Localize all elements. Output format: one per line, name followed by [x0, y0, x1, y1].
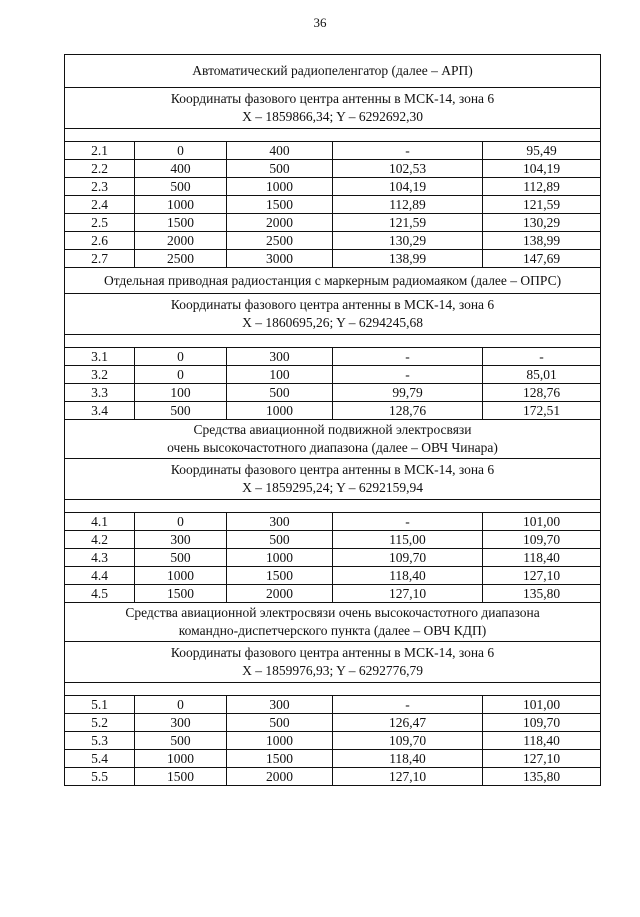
- antenna-coordinates: [65, 459, 601, 500]
- table-row: [65, 531, 601, 549]
- limit-low-cell: 102,53: [333, 160, 483, 178]
- coordinates-caption: Координаты фазового центра антенны в МСК-14, зона 6: [170, 91, 495, 106]
- limit-low-cell: 109,70: [333, 732, 483, 750]
- height-to-cell: 2000: [227, 768, 333, 786]
- limit-low-cell: 121,59: [333, 214, 483, 232]
- section-title-row: [65, 420, 601, 459]
- limit-low-cell: -: [333, 366, 483, 384]
- coordinates-values: X – 1859866,34; Y – 6292692,30: [242, 109, 423, 124]
- height-from-cell: 1000: [135, 567, 227, 585]
- spacer-row: [65, 683, 601, 696]
- height-from-cell: 2000: [135, 232, 227, 250]
- height-to-cell: 300: [227, 348, 333, 366]
- table-row: [65, 768, 601, 786]
- height-from-cell: 0: [135, 513, 227, 531]
- section-title-row: [65, 603, 601, 642]
- section-title-line: Средства авиационной электросвязи очень высокочастотного диапазона: [125, 605, 540, 620]
- coordinates-values: X – 1859295,24; Y – 6292159,94: [242, 480, 423, 495]
- row-number-cell: 2.1: [65, 142, 135, 160]
- limit-low-cell: -: [333, 696, 483, 714]
- limit-low-cell: 127,10: [333, 585, 483, 603]
- row-number-cell: 2.5: [65, 214, 135, 232]
- section-title-line: Средства авиационной подвижной электросвязи: [193, 422, 472, 437]
- limit-high-cell: 121,59: [483, 196, 601, 214]
- height-from-cell: 500: [135, 402, 227, 420]
- limit-low-cell: 118,40: [333, 750, 483, 768]
- coordinates-values: X – 1859976,93; Y – 6292776,79: [242, 663, 423, 678]
- limit-low-cell: 109,70: [333, 549, 483, 567]
- limit-high-cell: 138,99: [483, 232, 601, 250]
- table-row: [65, 714, 601, 732]
- table-row: [65, 585, 601, 603]
- table-row: [65, 549, 601, 567]
- table-row: [65, 178, 601, 196]
- height-to-cell: 2000: [227, 585, 333, 603]
- section-title: [65, 268, 601, 294]
- table-row: [65, 142, 601, 160]
- height-from-cell: 400: [135, 160, 227, 178]
- limit-high-cell: 130,29: [483, 214, 601, 232]
- table-row: [65, 696, 601, 714]
- height-from-cell: 0: [135, 696, 227, 714]
- row-number-cell: 2.4: [65, 196, 135, 214]
- row-number-cell: 4.4: [65, 567, 135, 585]
- row-number-cell: 3.4: [65, 402, 135, 420]
- row-number-cell: 3.3: [65, 384, 135, 402]
- coordinates-row: [65, 294, 601, 335]
- coordinates-row: [65, 88, 601, 129]
- height-to-cell: 300: [227, 513, 333, 531]
- height-to-cell: 1000: [227, 402, 333, 420]
- coordinates-caption: Координаты фазового центра антенны в МСК-14, зона 6: [170, 297, 495, 312]
- height-to-cell: 300: [227, 696, 333, 714]
- spacer-row: [65, 129, 601, 142]
- limit-high-cell: 118,40: [483, 549, 601, 567]
- row-number-cell: 2.2: [65, 160, 135, 178]
- section-title: [65, 603, 601, 642]
- row-number-cell: 5.5: [65, 768, 135, 786]
- section-title-line: командно-диспетчерского пункта (далее – ОВЧ КДП): [178, 623, 487, 638]
- height-to-cell: 500: [227, 384, 333, 402]
- row-number-cell: 5.4: [65, 750, 135, 768]
- height-to-cell: 1000: [227, 178, 333, 196]
- spacer-cell: [65, 683, 601, 696]
- limit-high-cell: 112,89: [483, 178, 601, 196]
- table-row: [65, 513, 601, 531]
- height-from-cell: 0: [135, 348, 227, 366]
- table-row: [65, 160, 601, 178]
- height-from-cell: 500: [135, 732, 227, 750]
- table-row: [65, 750, 601, 768]
- spacer-cell: [65, 335, 601, 348]
- coordinates-row: [65, 642, 601, 683]
- row-number-cell: 5.1: [65, 696, 135, 714]
- height-from-cell: 100: [135, 384, 227, 402]
- antenna-coordinates: [65, 294, 601, 335]
- limit-low-cell: 115,00: [333, 531, 483, 549]
- row-number-cell: 3.1: [65, 348, 135, 366]
- height-from-cell: 300: [135, 531, 227, 549]
- height-to-cell: 1500: [227, 750, 333, 768]
- height-to-cell: 500: [227, 714, 333, 732]
- table-row: [65, 214, 601, 232]
- page-number: 36: [313, 15, 327, 30]
- limit-low-cell: 112,89: [333, 196, 483, 214]
- row-number-cell: 4.2: [65, 531, 135, 549]
- row-number-cell: 2.3: [65, 178, 135, 196]
- limit-low-cell: -: [333, 142, 483, 160]
- section-title: [65, 55, 601, 88]
- spacer-row: [65, 335, 601, 348]
- row-number-cell: 2.7: [65, 250, 135, 268]
- height-from-cell: 1500: [135, 768, 227, 786]
- table-row: [65, 348, 601, 366]
- limit-low-cell: 127,10: [333, 768, 483, 786]
- limit-high-cell: 172,51: [483, 402, 601, 420]
- limit-high-cell: 135,80: [483, 585, 601, 603]
- coordinates-values: X – 1860695,26; Y – 6294245,68: [242, 315, 423, 330]
- height-from-cell: 300: [135, 714, 227, 732]
- limit-low-cell: 126,47: [333, 714, 483, 732]
- section-title-line: Отдельная приводная радиостанция с маркерным радиомаяком (далее – ОПРС): [103, 272, 562, 288]
- table-row: [65, 732, 601, 750]
- antenna-coordinates: [65, 642, 601, 683]
- height-to-cell: 2500: [227, 232, 333, 250]
- table-row: [65, 250, 601, 268]
- limit-high-cell: 135,80: [483, 768, 601, 786]
- section-title-row: [65, 55, 601, 88]
- row-number-cell: 5.3: [65, 732, 135, 750]
- row-number-cell: 4.1: [65, 513, 135, 531]
- height-from-cell: 1000: [135, 196, 227, 214]
- limit-high-cell: 101,00: [483, 696, 601, 714]
- row-number-cell: 2.6: [65, 232, 135, 250]
- limit-low-cell: 128,76: [333, 402, 483, 420]
- table-row: [65, 567, 601, 585]
- row-number-cell: 4.5: [65, 585, 135, 603]
- table-row: [65, 384, 601, 402]
- height-from-cell: 500: [135, 178, 227, 196]
- limit-low-cell: 118,40: [333, 567, 483, 585]
- height-from-cell: 0: [135, 142, 227, 160]
- section-title-line: очень высокочастотного диапазона (далее – ОВЧ Чинара): [167, 440, 498, 455]
- limit-low-cell: 138,99: [333, 250, 483, 268]
- section-title-line: Автоматический радиопеленгатор (далее – АРП): [192, 63, 473, 78]
- spacer-cell: [65, 129, 601, 142]
- limit-high-cell: 101,00: [483, 513, 601, 531]
- height-to-cell: 1500: [227, 567, 333, 585]
- section-title: [65, 420, 601, 459]
- limit-low-cell: -: [333, 348, 483, 366]
- section-title-row: [65, 268, 601, 294]
- row-number-cell: 4.3: [65, 549, 135, 567]
- limit-low-cell: -: [333, 513, 483, 531]
- table-row: [65, 366, 601, 384]
- height-to-cell: 1000: [227, 732, 333, 750]
- limit-low-cell: 130,29: [333, 232, 483, 250]
- row-number-cell: 3.2: [65, 366, 135, 384]
- height-to-cell: 100: [227, 366, 333, 384]
- height-to-cell: 400: [227, 142, 333, 160]
- height-from-cell: 0: [135, 366, 227, 384]
- limit-high-cell: 95,49: [483, 142, 601, 160]
- antenna-coordinates: [65, 88, 601, 129]
- coordinates-caption: Координаты фазового центра антенны в МСК-14, зона 6: [170, 462, 495, 477]
- coordinates-caption: Координаты фазового центра антенны в МСК-14, зона 6: [170, 645, 495, 660]
- height-from-cell: 1500: [135, 214, 227, 232]
- coordinates-row: [65, 459, 601, 500]
- height-to-cell: 1500: [227, 196, 333, 214]
- spacer-row: [65, 500, 601, 513]
- limit-high-cell: 85,01: [483, 366, 601, 384]
- height-to-cell: 1000: [227, 549, 333, 567]
- limit-high-cell: 127,10: [483, 567, 601, 585]
- table-row: [65, 402, 601, 420]
- limit-low-cell: 104,19: [333, 178, 483, 196]
- limit-high-cell: 104,19: [483, 160, 601, 178]
- zones-table: [64, 54, 601, 786]
- limit-high-cell: 128,76: [483, 384, 601, 402]
- limit-high-cell: 109,70: [483, 531, 601, 549]
- height-to-cell: 500: [227, 160, 333, 178]
- height-to-cell: 3000: [227, 250, 333, 268]
- spacer-cell: [65, 500, 601, 513]
- table-row: [65, 196, 601, 214]
- limit-high-cell: 118,40: [483, 732, 601, 750]
- height-from-cell: 2500: [135, 250, 227, 268]
- limit-low-cell: 99,79: [333, 384, 483, 402]
- row-number-cell: 5.2: [65, 714, 135, 732]
- height-from-cell: 1500: [135, 585, 227, 603]
- limit-high-cell: -: [483, 348, 601, 366]
- height-from-cell: 1000: [135, 750, 227, 768]
- height-from-cell: 500: [135, 549, 227, 567]
- limit-high-cell: 127,10: [483, 750, 601, 768]
- table-row: [65, 232, 601, 250]
- limit-high-cell: 109,70: [483, 714, 601, 732]
- height-to-cell: 2000: [227, 214, 333, 232]
- height-to-cell: 500: [227, 531, 333, 549]
- limit-high-cell: 147,69: [483, 250, 601, 268]
